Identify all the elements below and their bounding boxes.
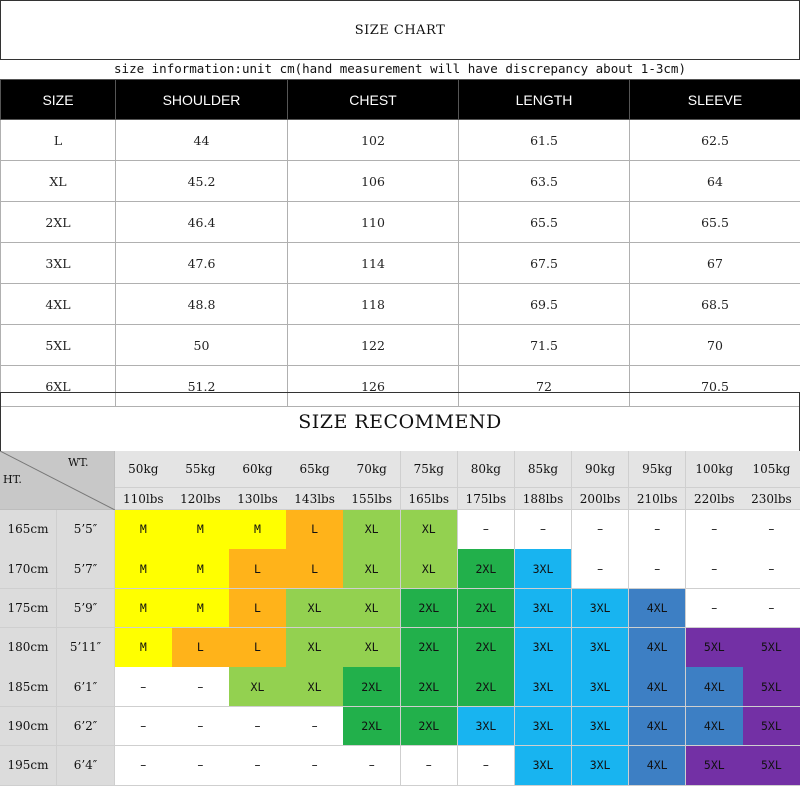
table-row — [1, 243, 800, 284]
height-ft-header: 6’2″ — [57, 707, 115, 747]
size-value-cell: 5XL — [1, 325, 116, 366]
recommended-size-cell: XL — [229, 667, 287, 707]
height-cm-header: 190cm — [0, 707, 57, 747]
height-cm-header: 170cm — [0, 549, 57, 589]
size-header-cell: CHEST — [288, 80, 459, 120]
size-chart-subtitle: size information:unit cm(hand measurement will have discrepancy about 1-3cm) — [0, 60, 800, 78]
size-value-cell: 65.5 — [630, 202, 800, 243]
recommended-size-cell: 4XL — [629, 628, 687, 668]
recommended-size-cell: – — [458, 746, 516, 786]
recommended-size-cell: M — [172, 510, 230, 550]
size-recommend-grid — [0, 451, 800, 785]
recommended-size-cell: XL — [343, 549, 401, 589]
recommended-size-cell: M — [115, 589, 173, 629]
size-value-cell: 67 — [630, 243, 800, 284]
recommended-size-cell: 3XL — [572, 707, 630, 747]
recommended-size-cell: – — [115, 746, 173, 786]
recommended-size-cell: 2XL — [458, 667, 516, 707]
size-header-cell: SLEEVE — [630, 80, 800, 120]
height-ft-header: 6’4″ — [57, 746, 115, 786]
recommended-size-cell: 2XL — [401, 667, 459, 707]
weight-lbs-header: 130lbs — [229, 488, 287, 510]
size-value-cell: 47.6 — [116, 243, 288, 284]
recommended-size-cell: XL — [343, 589, 401, 629]
table-row — [1, 161, 800, 202]
size-value-cell: 61.5 — [459, 120, 630, 161]
recommended-size-cell: 5XL — [743, 707, 800, 747]
recommended-size-cell: M — [115, 510, 173, 550]
height-cm-header: 195cm — [0, 746, 57, 786]
size-value-cell: 68.5 — [630, 284, 800, 325]
recommended-size-cell: L — [286, 549, 344, 589]
size-value-cell: 63.5 — [459, 161, 630, 202]
size-value-cell: 51.2 — [116, 366, 288, 407]
height-ft-header: 5’5″ — [57, 510, 115, 550]
weight-kg-header: 80kg — [458, 451, 516, 488]
recommended-size-cell: XL — [343, 628, 401, 668]
recommended-size-cell: M — [229, 510, 287, 550]
weight-lbs-header: 175lbs — [458, 488, 516, 510]
size-recommend-title: SIZE RECOMMEND — [0, 392, 800, 451]
height-cm-header: 180cm — [0, 628, 57, 668]
recommended-size-cell: L — [229, 589, 287, 629]
recommended-size-cell: 2XL — [343, 707, 401, 747]
recommended-size-cell: M — [115, 628, 173, 668]
weight-kg-header: 70kg — [343, 451, 401, 488]
table-row — [1, 202, 800, 243]
recommended-size-cell: – — [686, 549, 744, 589]
size-value-cell: XL — [1, 161, 116, 202]
weight-kg-header: 50kg — [115, 451, 173, 488]
weight-lbs-header: 120lbs — [172, 488, 230, 510]
recommended-size-cell: M — [172, 549, 230, 589]
size-value-cell: 114 — [288, 243, 459, 284]
recommended-size-cell: 5XL — [743, 628, 800, 668]
size-value-cell: 2XL — [1, 202, 116, 243]
weight-kg-header: 65kg — [286, 451, 344, 488]
size-value-cell: 50 — [116, 325, 288, 366]
recommended-size-cell: 5XL — [686, 746, 744, 786]
size-header-cell: SHOULDER — [116, 80, 288, 120]
size-header-cell: SIZE — [1, 80, 116, 120]
recommended-size-cell: 4XL — [629, 667, 687, 707]
recommended-size-cell: – — [743, 549, 800, 589]
weight-kg-header: 60kg — [229, 451, 287, 488]
table-row — [1, 284, 800, 325]
recommended-size-cell: XL — [286, 667, 344, 707]
height-axis-label: HT. — [3, 473, 22, 486]
weight-lbs-header: 155lbs — [343, 488, 401, 510]
recommended-size-cell: 4XL — [686, 667, 744, 707]
size-value-cell: 106 — [288, 161, 459, 202]
recommended-size-cell: 4XL — [629, 589, 687, 629]
recommended-size-cell: – — [343, 746, 401, 786]
size-value-cell: 6XL — [1, 366, 116, 407]
height-cm-header: 185cm — [0, 667, 57, 707]
recommended-size-cell: 4XL — [629, 746, 687, 786]
recommended-size-cell: L — [172, 628, 230, 668]
recommended-size-cell: 3XL — [515, 746, 573, 786]
weight-kg-header: 100kg — [686, 451, 744, 488]
recommended-size-cell: 3XL — [515, 707, 573, 747]
weight-lbs-header: 220lbs — [686, 488, 744, 510]
size-value-cell: 44 — [116, 120, 288, 161]
recommended-size-cell: L — [229, 549, 287, 589]
recommended-size-cell: – — [572, 549, 630, 589]
recommended-size-cell: 3XL — [458, 707, 516, 747]
weight-kg-header: 85kg — [515, 451, 573, 488]
size-value-cell: 64 — [630, 161, 800, 202]
size-header-cell: LENGTH — [459, 80, 630, 120]
size-value-cell: 126 — [288, 366, 459, 407]
size-value-cell: 65.5 — [459, 202, 630, 243]
recommended-size-cell: 3XL — [515, 667, 573, 707]
recommended-size-cell: XL — [343, 510, 401, 550]
axis-corner-cell — [0, 451, 115, 510]
height-cm-header: 175cm — [0, 589, 57, 629]
size-table — [0, 79, 800, 407]
size-value-cell: 45.2 — [116, 161, 288, 202]
recommended-size-cell: L — [286, 510, 344, 550]
recommended-size-cell: – — [172, 746, 230, 786]
recommended-size-cell: 2XL — [401, 589, 459, 629]
recommended-size-cell: 2XL — [401, 707, 459, 747]
weight-lbs-header: 210lbs — [629, 488, 687, 510]
table-row — [1, 120, 800, 161]
size-value-cell: 70.5 — [630, 366, 800, 407]
recommended-size-cell: 3XL — [515, 628, 573, 668]
size-value-cell: 3XL — [1, 243, 116, 284]
recommended-size-cell: 2XL — [401, 628, 459, 668]
size-value-cell: 46.4 — [116, 202, 288, 243]
recommended-size-cell: M — [115, 549, 173, 589]
size-chart-title: SIZE CHART — [0, 0, 800, 60]
weight-kg-header: 75kg — [401, 451, 459, 488]
weight-kg-header: 90kg — [572, 451, 630, 488]
recommended-size-cell: 3XL — [572, 589, 630, 629]
recommended-size-cell: – — [115, 707, 173, 747]
recommended-size-cell: 5XL — [743, 667, 800, 707]
recommended-size-cell: M — [172, 589, 230, 629]
size-value-cell: 72 — [459, 366, 630, 407]
weight-lbs-header: 143lbs — [286, 488, 344, 510]
table-row — [1, 325, 800, 366]
recommended-size-cell: 3XL — [515, 589, 573, 629]
recommended-size-cell: XL — [401, 510, 459, 550]
size-table-header-row — [1, 80, 800, 120]
weight-kg-header: 105kg — [743, 451, 800, 488]
recommended-size-cell: 4XL — [686, 707, 744, 747]
recommended-size-cell: – — [686, 510, 744, 550]
recommended-size-cell: – — [286, 707, 344, 747]
weight-lbs-header: 165lbs — [401, 488, 459, 510]
recommended-size-cell: – — [172, 667, 230, 707]
size-value-cell: 69.5 — [459, 284, 630, 325]
height-ft-header: 6’1″ — [57, 667, 115, 707]
recommended-size-cell: 3XL — [572, 667, 630, 707]
recommended-size-cell: – — [629, 510, 687, 550]
recommended-size-cell: L — [229, 628, 287, 668]
recommended-size-cell: – — [743, 510, 800, 550]
weight-axis-label: WT. — [68, 456, 89, 469]
size-value-cell: 62.5 — [630, 120, 800, 161]
recommended-size-cell: – — [629, 549, 687, 589]
recommended-size-cell: 5XL — [686, 628, 744, 668]
recommended-size-cell: – — [172, 707, 230, 747]
size-value-cell: 122 — [288, 325, 459, 366]
weight-lbs-header: 110lbs — [115, 488, 173, 510]
size-value-cell: 71.5 — [459, 325, 630, 366]
recommended-size-cell: 3XL — [515, 549, 573, 589]
size-value-cell: 48.8 — [116, 284, 288, 325]
weight-lbs-header: 188lbs — [515, 488, 573, 510]
size-value-cell: 118 — [288, 284, 459, 325]
size-value-cell: 70 — [630, 325, 800, 366]
weight-kg-header: 95kg — [629, 451, 687, 488]
recommended-size-cell: XL — [286, 589, 344, 629]
recommended-size-cell: 2XL — [458, 589, 516, 629]
size-value-cell: 110 — [288, 202, 459, 243]
recommended-size-cell: – — [572, 510, 630, 550]
height-ft-header: 5’9″ — [57, 589, 115, 629]
size-value-cell: L — [1, 120, 116, 161]
recommended-size-cell: – — [401, 746, 459, 786]
size-value-cell: 102 — [288, 120, 459, 161]
recommended-size-cell: 3XL — [572, 746, 630, 786]
recommended-size-cell: 3XL — [572, 628, 630, 668]
height-ft-header: 5’11″ — [57, 628, 115, 668]
height-ft-header: 5’7″ — [57, 549, 115, 589]
size-value-cell: 4XL — [1, 284, 116, 325]
recommended-size-cell: – — [115, 667, 173, 707]
recommended-size-cell: – — [515, 510, 573, 550]
recommended-size-cell: 4XL — [629, 707, 687, 747]
weight-lbs-header: 200lbs — [572, 488, 630, 510]
recommended-size-cell: – — [229, 707, 287, 747]
recommended-size-cell: – — [229, 746, 287, 786]
height-cm-header: 165cm — [0, 510, 57, 550]
weight-lbs-header: 230lbs — [743, 488, 800, 510]
recommended-size-cell: 5XL — [743, 746, 800, 786]
recommended-size-cell: XL — [401, 549, 459, 589]
recommended-size-cell: – — [458, 510, 516, 550]
recommended-size-cell: 2XL — [458, 549, 516, 589]
recommended-size-cell: 2XL — [343, 667, 401, 707]
recommended-size-cell: – — [286, 746, 344, 786]
size-value-cell: 67.5 — [459, 243, 630, 284]
weight-kg-header: 55kg — [172, 451, 230, 488]
recommended-size-cell: 2XL — [458, 628, 516, 668]
recommended-size-cell: XL — [286, 628, 344, 668]
recommended-size-cell: – — [686, 589, 744, 629]
recommended-size-cell: – — [743, 589, 800, 629]
